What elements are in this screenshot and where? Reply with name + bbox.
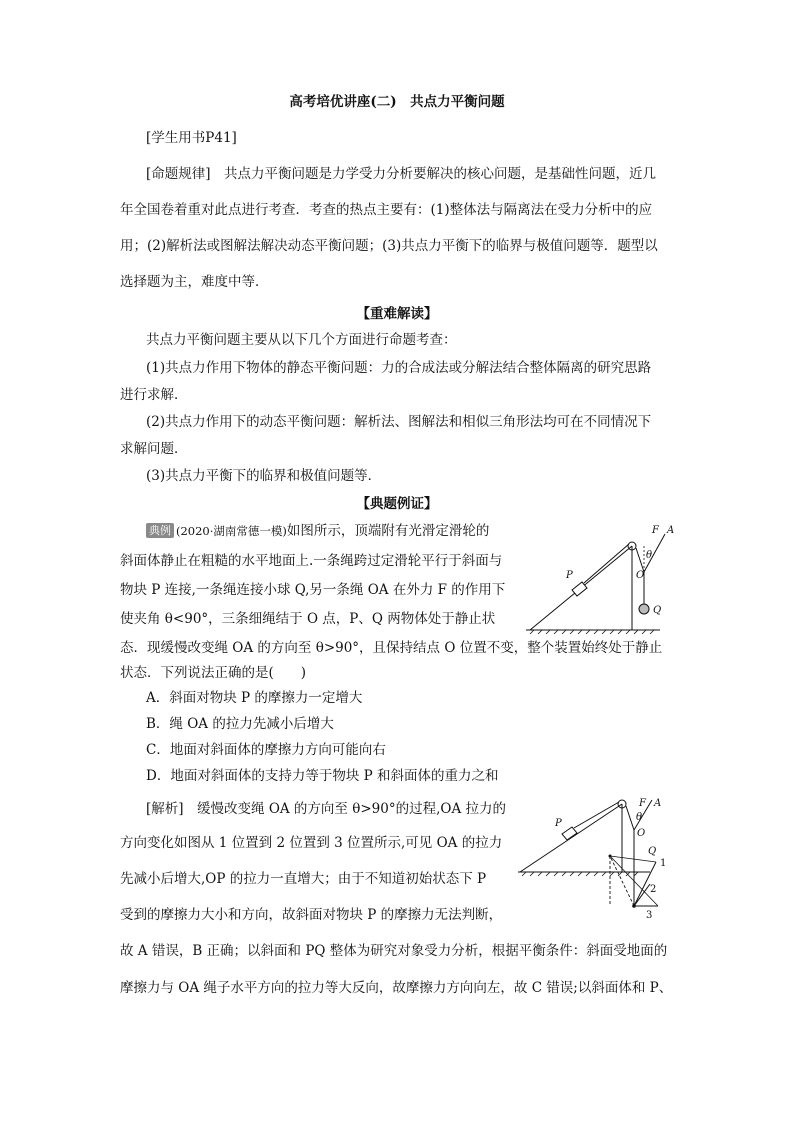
question-line-4: 使夹角 θ<90°，三条细绳结于 O 点，P、Q 两物体处于静止状 — [120, 611, 496, 627]
solution-line-5: 故 A 错误，B 正确；以斜面和 PQ 整体为研究对象受力分析，根据平衡条件：斜面受地面的 — [120, 943, 668, 959]
section-heading-key-points: 【重难解读】 — [356, 306, 438, 322]
label-f-2: F — [639, 798, 646, 809]
question-line-6: 状态．下列说法正确的是( ) — [120, 665, 307, 681]
section1-intro: 共点力平衡问题主要从以下几个方面进行命题考查： — [146, 332, 457, 348]
option-b: B．绳 OA 的拉力先减小后增大 — [146, 716, 334, 732]
question-line-1 — [146, 521, 489, 541]
solution-line-6: 摩擦力与 OA 绳子水平方向的拉力等大反向，故摩擦力方向向左，故 C 错误;以斜面体和 P、 — [120, 980, 673, 996]
figure-incline-pulley — [500, 520, 680, 645]
figure-solution-diagram — [500, 796, 685, 921]
label-theta-2: θ — [636, 812, 643, 823]
solution-line-4: 受到的摩擦力大小和方向，故斜面对物块 P 的摩擦力无法判断， — [120, 907, 503, 923]
section1-point3: (3)共点力平衡下的临界和极值问题等． — [146, 468, 382, 484]
rule-line-1: [命题规律] 共点力平衡问题是力学受力分析要解决的核心问题，是基础性问题，近几 — [146, 166, 657, 182]
question-source: (2020·湖南常德一模) — [176, 524, 287, 538]
rule-line-4: 选择题为主，难度中等． — [120, 274, 269, 290]
solution-line-2: 方向变化如图从 1 位置到 2 位置到 3 位置所示,可见 OA 的拉力 — [120, 835, 503, 851]
label-position-1: 1 — [660, 858, 667, 869]
rule-line-3: 用；(2)解析法或图解法解决动态平衡问题；(3)共点力平衡下的临界与极值问题等．题型以 — [120, 238, 658, 254]
label-theta: θ — [646, 550, 653, 561]
question-line-2: 斜面体静止在粗糙的水平地面上.一条绳跨过定滑轮平行于斜面与 — [120, 553, 503, 569]
section-heading-example: 【典题例证】 — [356, 496, 438, 512]
label-p-2: P — [555, 818, 562, 829]
option-d: D．地面对斜面体的支持力等于物块 P 和斜面体的重力之和 — [146, 768, 499, 784]
option-a: A．斜面对物块 P 的摩擦力一定增大 — [146, 690, 363, 706]
example-badge: 典例 — [146, 523, 174, 538]
label-position-3: 3 — [646, 910, 653, 921]
option-c: C．地面对斜面体的摩擦力方向可能向右 — [146, 742, 386, 758]
section1-point2-a: (2)共点力作用下的动态平衡问题：解析法、图解法和相似三角形法均可在不同情况下 — [146, 414, 652, 430]
label-q: Q — [653, 605, 662, 616]
label-o-2: O — [637, 828, 646, 839]
label-position-2: 2 — [650, 884, 657, 895]
book-reference: [学生用书P41] — [146, 130, 237, 146]
page-title: 高考培优讲座(二) 共点力平衡问题 — [289, 94, 505, 110]
label-f: F — [652, 525, 659, 536]
label-a-2: A — [654, 798, 662, 809]
label-q-2: Q — [648, 846, 657, 857]
section1-point1-a: (1)共点力作用下物体的静态平衡问题：力的合成法或分解法结合整体隔离的研究思路 — [146, 360, 652, 376]
label-p: P — [566, 570, 573, 581]
solution-line-1: [解析] 缓慢改变绳 OA 的方向至 θ>90°的过程,OA 拉力的 — [146, 801, 506, 817]
solution-line-3: 先减小后增大,OP 的拉力一直增大；由于不知道初始状态下 P — [120, 871, 487, 887]
question-line-5: 态．现缓慢改变绳 OA 的方向至 θ>90°，且保持结点 O 位置不变，整个装置始终处于静止 — [120, 640, 663, 656]
section1-point2-b: 求解问题． — [120, 441, 188, 457]
question-text-1: 如图所示，顶端附有光滑定滑轮的 — [286, 523, 490, 539]
section1-point1-b: 进行求解． — [120, 387, 188, 403]
label-o: O — [636, 570, 645, 581]
label-a: A — [667, 525, 675, 536]
question-line-3: 物块 P 连接,一条绳连接小球 Q,另一条绳 OA 在外力 F 的作用下 — [120, 582, 506, 598]
rule-line-2: 年全国卷着重对此点进行考查．考查的热点主要有：(1)整体法与隔离法在受力分析中的应 — [120, 202, 653, 218]
